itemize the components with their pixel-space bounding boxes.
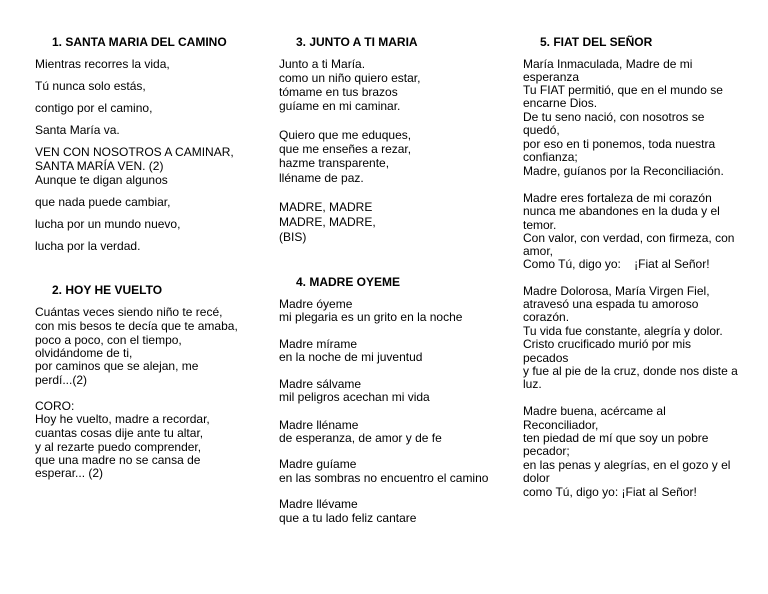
song-3-chorus-line: (BIS): [279, 230, 307, 244]
song-4-line: Madre llévame: [279, 497, 358, 511]
song-1-line: Aunque te digan algunos: [35, 173, 168, 187]
song-1-line: lucha por un mundo nuevo,: [35, 217, 181, 231]
song-5-line: corazón.: [523, 310, 570, 324]
song-4-line: en la noche de mi juventud: [279, 350, 423, 364]
song-3-line: Quiero que me eduques,: [279, 128, 412, 142]
song-3-line: que me enseñes a rezar,: [279, 142, 412, 156]
song-5-line: Madre Dolorosa, María Virgen Fiel,: [523, 284, 710, 298]
song-3-line: lléname de paz.: [279, 171, 364, 185]
song-1-line: lucha por la verdad.: [35, 239, 141, 253]
song-5-line: confianza;: [523, 150, 578, 164]
song-4-line: que a tu lado feliz cantare: [279, 511, 417, 525]
song-2-chorus-line: y al rezarte puedo comprender,: [35, 440, 202, 454]
song-5-line: y fue al pie de la cruz, donde nos diste a: [523, 364, 738, 378]
song-5-title: 5. FIAT DEL SEÑOR: [540, 35, 653, 49]
song-3-line: guíame en mi caminar.: [279, 99, 401, 113]
song-3-chorus-line: MADRE, MADRE: [279, 200, 373, 214]
song-5-line: María Inmaculada, Madre de mi: [523, 57, 693, 71]
song-2-chorus-line: cuantas cosas dije ante tu altar,: [35, 426, 204, 440]
song-1-line: que nada puede cambiar,: [35, 195, 171, 209]
song-1-title: 1. SANTA MARIA DEL CAMINO: [52, 35, 227, 49]
song-2-chorus-line: que una madre no se cansa de: [35, 453, 201, 467]
song-2-line: con mis besos te decía que te amaba,: [35, 319, 238, 333]
song-5-line: encarne Dios.: [523, 96, 598, 110]
song-3-line: Junto a ti María.: [279, 57, 366, 71]
song-5-line: por eso en ti ponemos, toda nuestra: [523, 137, 716, 151]
song-2-line: perdí...(2): [35, 373, 88, 387]
song-5-line: Madre buena, acércame al: [523, 404, 666, 418]
song-5-line: Tu vida fue constante, alegría y dolor.: [523, 324, 723, 338]
song-3-chorus-line: MADRE, MADRE,: [279, 215, 376, 229]
song-4-line: Madre lléname: [279, 418, 359, 432]
song-2-title: 2. HOY HE VUELTO: [52, 283, 163, 297]
song-5-line: atravesó una espada tu amoroso: [523, 297, 699, 311]
song-5-line: De tu seno nació, con nosotros se: [523, 110, 705, 124]
song-4-line: Madre mírame: [279, 337, 358, 351]
song-5-line: pecados: [523, 351, 569, 365]
song-5-line: Con valor, con verdad, con firmeza, con: [523, 231, 735, 245]
song-4-line: Madre sálvame: [279, 377, 362, 391]
song-2-line: olvidándome de ti,: [35, 346, 133, 360]
song-3-line: como un niño quiero estar,: [279, 71, 421, 85]
song-5-line: Reconciliador,: [523, 418, 599, 432]
song-5-line: como Tú, digo yo: ¡Fiat al Señor!: [523, 485, 697, 499]
song-1-chorus-line: VEN CON NOSOTROS A CAMINAR,: [35, 145, 234, 159]
song-5-line: temor.: [523, 218, 557, 232]
song-2-line: poco a poco, con el tiempo,: [35, 333, 182, 347]
song-5-line: esperanza: [523, 70, 580, 84]
song-4-line: Madre óyeme: [279, 297, 353, 311]
song-5-line: nunca me abandones en la duda y el: [523, 204, 720, 218]
song-5-line: Como Tú, digo yo: ¡Fiat al Señor!: [523, 257, 710, 271]
song-2-chorus-line: esperar... (2): [35, 466, 104, 480]
song-2-chorus-line: Hoy he vuelto, madre a recordar,: [35, 412, 210, 426]
song-1-chorus-line: SANTA MARÍA VEN. (2): [35, 159, 164, 173]
song-1-line: contigo por el camino,: [35, 101, 153, 115]
song-5-line: ten piedad de mí que soy un pobre: [523, 431, 709, 445]
song-4-line: en las sombras no encuentro el camino: [279, 471, 489, 485]
song-3-line: tómame en tus brazos: [279, 85, 398, 99]
song-1-line: Santa María va.: [35, 123, 120, 137]
song-5-line: en las penas y alegrías, en el gozo y el: [523, 458, 731, 472]
song-4-title: 4. MADRE OYEME: [296, 275, 401, 289]
song-5-line: Tu FIAT permitió, que en el mundo se: [523, 83, 723, 97]
song-3-title: 3. JUNTO A TI MARIA: [296, 35, 418, 49]
song-5-line: Cristo crucificado murió por mis: [523, 337, 692, 351]
song-2-line: por caminos que se alejan, me: [35, 359, 199, 373]
song-1-line: Mientras recorres la vida,: [35, 57, 170, 71]
song-4-line: mil peligros acechan mi vida: [279, 390, 430, 404]
song-5-line: Madre eres fortaleza de mi corazón: [523, 191, 712, 205]
song-4-line: Madre guíame: [279, 457, 357, 471]
song-5-line: amor,: [523, 244, 554, 258]
song-5-line: luz.: [523, 377, 542, 391]
song-4-line: de esperanza, de amor y de fe: [279, 431, 442, 445]
song-4-line: mi plegaria es un grito en la noche: [279, 310, 463, 324]
song-2-chorus-label: CORO:: [35, 399, 75, 413]
song-5-line: pecador;: [523, 444, 570, 458]
song-2-line: Cuántas veces siendo niño te recé,: [35, 305, 223, 319]
song-5-line: Madre, guíanos por la Reconciliación.: [523, 164, 724, 178]
song-3-line: hazme transparente,: [279, 156, 390, 170]
song-5-line: quedó,: [523, 123, 560, 137]
song-5-line: dolor: [523, 471, 550, 485]
song-1-line: Tú nunca solo estás,: [35, 79, 146, 93]
